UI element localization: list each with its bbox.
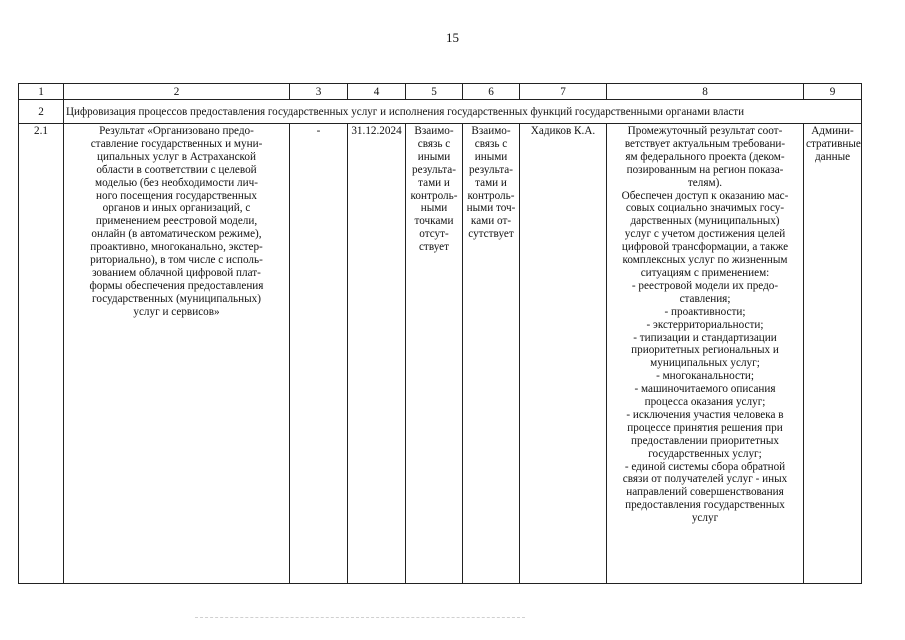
text-line: комплексных услуг по жизненным — [622, 254, 788, 267]
text-line: контроль- — [410, 189, 458, 202]
text-line: - единой системы сбора обратной — [624, 460, 786, 473]
text-line: формы обеспечения предоставления — [89, 279, 264, 292]
scan-artifact-line — [195, 617, 525, 618]
text-line: - проактивности; — [664, 305, 746, 318]
text-line: Обеспечен доступ к оказанию мас- — [621, 189, 789, 202]
text-line: ветствует актуальным требовани- — [624, 137, 786, 150]
column-header: 8 — [607, 84, 804, 100]
text-line: иными — [417, 150, 451, 163]
text-line: моделью (без необходимости лич- — [95, 176, 258, 189]
text-line: онлайн (в автоматическом режиме), — [91, 228, 262, 241]
text-line: позированным на регион показа- — [626, 163, 784, 176]
text-line: ям федерального проекта (деком- — [625, 150, 785, 163]
text-line: услуг и сервисов» — [133, 305, 220, 318]
column-header: 3 — [290, 84, 348, 100]
text-line: зованием облачной цифровой плат- — [92, 266, 261, 279]
text-line: государственных услуг; — [648, 447, 762, 460]
text-line: - машиночитаемого описания — [634, 383, 776, 396]
text-line: ными точ- — [466, 202, 516, 215]
text-line: государственных (муниципальных) — [92, 292, 261, 305]
text-line: приоритетных региональных и — [631, 344, 779, 357]
text-line: контроль- — [467, 189, 515, 202]
column-header: 4 — [348, 84, 406, 100]
text-line: Промежуточный результат соот- — [627, 125, 783, 137]
interrelation-results — [406, 124, 463, 584]
section-title: Цифровизация процессов предоставления государственных услуг и исполнения государственных функций государственными органами власти — [64, 100, 862, 124]
row-number: 2.1 — [19, 124, 64, 584]
text-line: ного посещения государственных — [96, 189, 257, 202]
text-line: предоставления государственных — [625, 499, 785, 512]
column-header-row — [19, 84, 862, 100]
text-line: ками от- — [470, 215, 512, 228]
text-line: ситуациям с применением: — [640, 266, 770, 279]
text-line: процессе принятия решения при — [627, 421, 783, 434]
text-line: Результат «Организовано предо- — [99, 125, 254, 137]
text-line: иными — [474, 150, 508, 163]
text-line: - реестровой модели их предо- — [631, 279, 779, 292]
text-line: дарственных (муниципальных) — [630, 215, 780, 228]
text-line: - экстерриториальности; — [646, 318, 764, 331]
text-line: ставления; — [679, 292, 731, 305]
column-header: 2 — [64, 84, 290, 100]
text-line: услуг — [691, 512, 719, 525]
text-line: данные — [814, 150, 851, 163]
text-line: - многоканальности; — [656, 370, 754, 383]
text-line: муниципальных услуг; — [650, 357, 760, 370]
text-line: применением реестровой модели, — [95, 215, 258, 228]
text-line: Взаимо- — [471, 125, 511, 137]
text-line: телям). — [687, 176, 723, 189]
text-line: ными — [420, 202, 448, 215]
result-description — [64, 124, 290, 584]
interrelation-checkpoints — [463, 124, 520, 584]
text-line: тами и — [418, 176, 450, 189]
column-header: 7 — [520, 84, 607, 100]
text-line: тами и — [475, 176, 507, 189]
text-line: совых социально значимых госу- — [625, 202, 785, 215]
text-line: - исключения участия человека в — [626, 408, 784, 421]
deadline-date: 31.12.2024 — [348, 124, 406, 584]
text-line: связь с — [417, 137, 451, 150]
text-line: риториально), в том числе с исполь- — [90, 254, 263, 267]
result-characteristic — [607, 124, 804, 584]
responsible-person: Хадиков К.А. — [520, 124, 607, 584]
column-header: 5 — [406, 84, 463, 100]
text-line: проактивно, многоканально, экстер- — [90, 241, 263, 254]
column-header: 6 — [463, 84, 520, 100]
text-line: результа- — [412, 163, 456, 176]
text-line: услуг с учетом достижения целей — [624, 228, 786, 241]
column-header: 1 — [19, 84, 64, 100]
data-source — [804, 124, 862, 584]
text-line: направлений совершенствования — [626, 486, 784, 499]
text-line: результа- — [469, 163, 513, 176]
text-line: Админи- — [811, 125, 854, 137]
text-line: стративные — [806, 137, 861, 150]
text-line: ставление государственных и муни- — [90, 137, 263, 150]
text-line: цифровой трансформации, а также — [621, 241, 789, 254]
section-row — [19, 100, 862, 124]
text-line: Взаимо- — [414, 125, 454, 137]
text-line: - типизации и стандартизации — [633, 331, 777, 344]
text-line: отсут- — [419, 228, 449, 241]
text-line: точками — [414, 215, 454, 228]
text-line: сутствует — [468, 228, 514, 241]
text-line: предоставлении приоритетных — [631, 434, 779, 447]
text-line: процесса оказания услуг; — [644, 396, 766, 409]
col3-value: - — [290, 124, 348, 584]
text-line: ципальных услуг в Астраханской — [97, 150, 256, 163]
text-line: области в соответствии с целевой — [96, 163, 257, 176]
column-header: 9 — [804, 84, 862, 100]
table-row — [19, 124, 862, 584]
text-line: ствует — [418, 241, 450, 254]
text-line: связи от получателей услуг - иных — [622, 473, 788, 486]
page-number: 15 — [446, 30, 459, 45]
text-line: органов и иных организаций, с — [102, 202, 251, 215]
section-number: 2 — [19, 100, 64, 124]
results-table — [18, 83, 862, 584]
text-line: связь с — [474, 137, 508, 150]
